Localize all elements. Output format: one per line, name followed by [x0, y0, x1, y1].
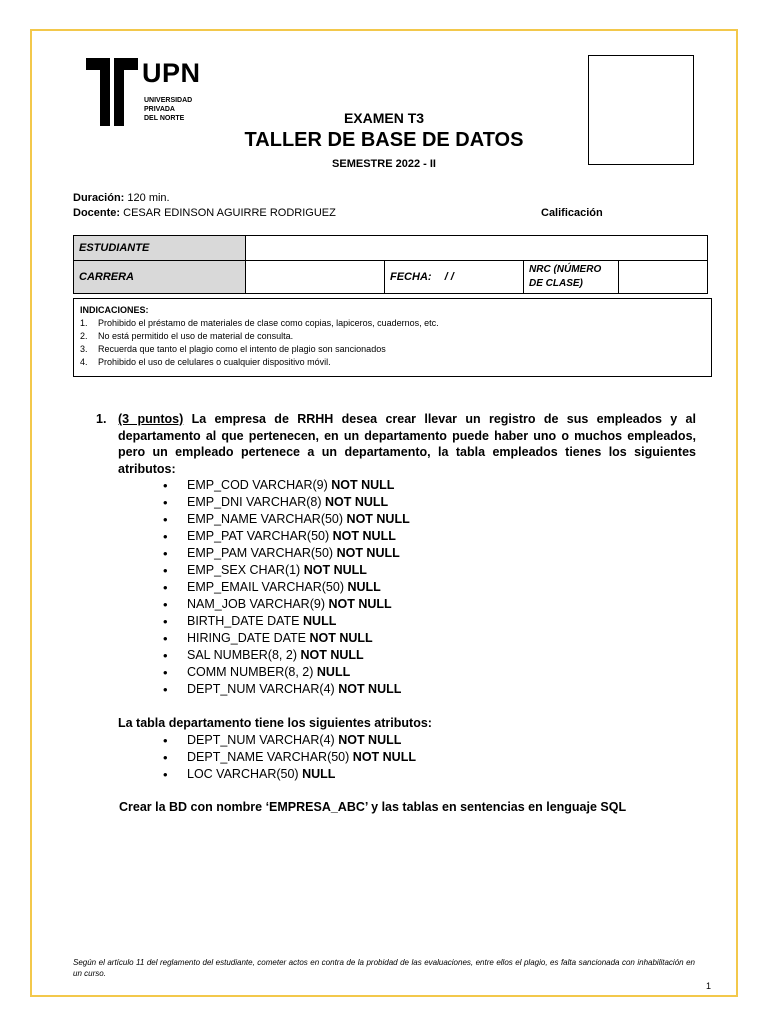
student-label: ESTUDIANTE: [74, 236, 246, 261]
attribute-constraint: NOT NULL: [303, 563, 367, 577]
date-separators: / /: [444, 271, 454, 283]
attribute-constraint: NOT NULL: [338, 733, 402, 747]
item-number: 1.: [80, 318, 88, 328]
list-item: [163, 528, 410, 545]
teacher-value: CESAR EDINSON AGUIRRE RODRIGUEZ: [123, 207, 336, 219]
attribute-constraint: NOT NULL: [352, 750, 416, 764]
list-item: [163, 562, 410, 579]
attribute-constraint: NULL: [316, 665, 351, 679]
attribute-definition: NAM_JOB VARCHAR(9): [187, 597, 325, 611]
item-text: Prohibido el préstamo de materiales de clase como copias, lapiceros, cuadernos, etc.: [98, 318, 439, 328]
duration-label: Duración:: [73, 192, 125, 204]
attribute-constraint: NOT NULL: [300, 648, 364, 662]
list-item: [163, 579, 410, 596]
attribute-definition: EMP_PAM VARCHAR(50): [187, 546, 334, 560]
list-item: [163, 596, 410, 613]
duration-value: 120 min.: [127, 192, 170, 204]
question-text: [118, 411, 696, 477]
item-number: 2.: [80, 331, 88, 341]
question-body: La empresa de RRHH desea crear llevar un registro de sus empleados y al departamento al que pertenecen, en un departamento puede haber uno o muchos empleados, pero un empleado pertenece a un departamento, la tabla empleados tienes los siguientes atributos:: [118, 412, 696, 476]
attribute-constraint: NOT NULL: [336, 546, 400, 560]
attribute-definition: COMM NUMBER(8, 2): [187, 665, 314, 679]
attribute-definition: EMP_EMAIL VARCHAR(50): [187, 580, 344, 594]
list-item: [163, 664, 410, 681]
attribute-constraint: NOT NULL: [338, 682, 402, 696]
item-text: Prohibido el uso de celulares o cualquier dispositivo móvil.: [98, 357, 331, 367]
student-field[interactable]: [246, 236, 708, 261]
item-number: 4.: [80, 357, 88, 367]
table-row: [74, 261, 708, 294]
teacher-line: [73, 207, 336, 219]
page-number: 1: [706, 981, 712, 991]
attribute-definition: DEPT_NUM VARCHAR(4): [187, 682, 335, 696]
list-item: [163, 511, 410, 528]
attribute-definition: LOC VARCHAR(50): [187, 767, 299, 781]
list-item: [163, 613, 410, 630]
attribute-definition: DEPT_NUM VARCHAR(4): [187, 733, 335, 747]
attribute-constraint: NULL: [347, 580, 381, 594]
list-item: [163, 494, 410, 511]
list-item: [163, 749, 416, 766]
grade-label: Calificación: [541, 207, 603, 219]
semester: SEMESTRE 2022 - II: [332, 158, 436, 170]
list-item: [163, 630, 410, 647]
footnote: Según el artículo 11 del reglamento del estudiante, cometer actos en contra de la probidad de las evaluaciones, entre ellos el plagio, es falta sancionada con inhabilitación en un curso.: [73, 958, 695, 978]
sql-instruction: Crear la BD con nombre ‘EMPRESA_ABC’ y las tablas en sentencias en lenguaje SQL: [119, 800, 627, 814]
employee-attributes-list: [163, 477, 410, 698]
attribute-definition: HIRING_DATE DATE: [187, 631, 306, 645]
attribute-constraint: NOT NULL: [346, 512, 410, 526]
attribute-constraint: NOT NULL: [332, 529, 396, 543]
career-label: CARRERA: [74, 261, 246, 294]
logo-sub-line: UNIVERSIDAD: [144, 97, 193, 104]
list-item: [163, 545, 410, 562]
list-item: [80, 356, 705, 369]
logo-sub-line: PRIVADA: [144, 106, 175, 113]
list-item: [163, 681, 410, 698]
list-item: [163, 766, 416, 783]
question-points: (3 puntos): [118, 412, 184, 426]
exam-title: EXAMEN T3: [343, 110, 425, 126]
question-1: [96, 411, 696, 477]
attribute-definition: EMP_SEX CHAR(1): [187, 563, 301, 577]
attribute-definition: EMP_COD VARCHAR(9): [187, 478, 328, 492]
date-field[interactable]: [385, 261, 524, 294]
attribute-definition: EMP_PAT VARCHAR(50): [187, 529, 330, 543]
list-item: [163, 477, 410, 494]
attribute-definition: EMP_NAME VARCHAR(50): [187, 512, 344, 526]
attribute-constraint: NULL: [302, 767, 336, 781]
attribute-constraint: NOT NULL: [325, 495, 389, 509]
attribute-definition: DEPT_NAME VARCHAR(50): [187, 750, 350, 764]
list-item: [80, 330, 705, 343]
attribute-definition: BIRTH_DATE DATE: [187, 614, 300, 628]
career-field[interactable]: [246, 261, 385, 294]
list-item: [163, 732, 416, 749]
attribute-definition: EMP_DNI VARCHAR(8): [187, 495, 322, 509]
item-text: Recuerda que tanto el plagio como el intento de plagio son sancionados: [98, 344, 386, 354]
question-number: 1.: [96, 412, 107, 426]
department-attributes-list: [163, 732, 416, 783]
date-label: FECHA:: [390, 271, 432, 283]
nrc-label: NRC (NÚMERO DE CLASE): [524, 261, 619, 294]
attribute-constraint: NOT NULL: [328, 597, 392, 611]
indications-list: [80, 317, 705, 369]
student-info-table: [73, 235, 708, 294]
indications-box: [73, 298, 712, 377]
department-intro: La tabla departamento tiene los siguientes atributos:: [118, 716, 432, 730]
item-text: No está permitido el uso de material de consulta.: [98, 331, 294, 341]
duration-line: [73, 192, 170, 204]
logo-brand: UPN: [142, 58, 201, 88]
nrc-field[interactable]: [619, 261, 708, 294]
teacher-label: Docente:: [73, 207, 121, 219]
list-item: [80, 317, 705, 330]
logo-sub-line: DEL NORTE: [144, 115, 185, 122]
list-item: [80, 343, 705, 356]
course-title: TALLER DE BASE DE DATOS: [244, 129, 524, 151]
attribute-constraint: NOT NULL: [331, 478, 395, 492]
attribute-definition: SAL NUMBER(8, 2): [187, 648, 297, 662]
attribute-constraint: NOT NULL: [309, 631, 373, 645]
attribute-constraint: NULL: [303, 614, 337, 628]
table-row: [74, 236, 708, 261]
indications-title: INDICACIONES:: [80, 305, 149, 315]
list-item: [163, 647, 410, 664]
item-number: 3.: [80, 344, 88, 354]
